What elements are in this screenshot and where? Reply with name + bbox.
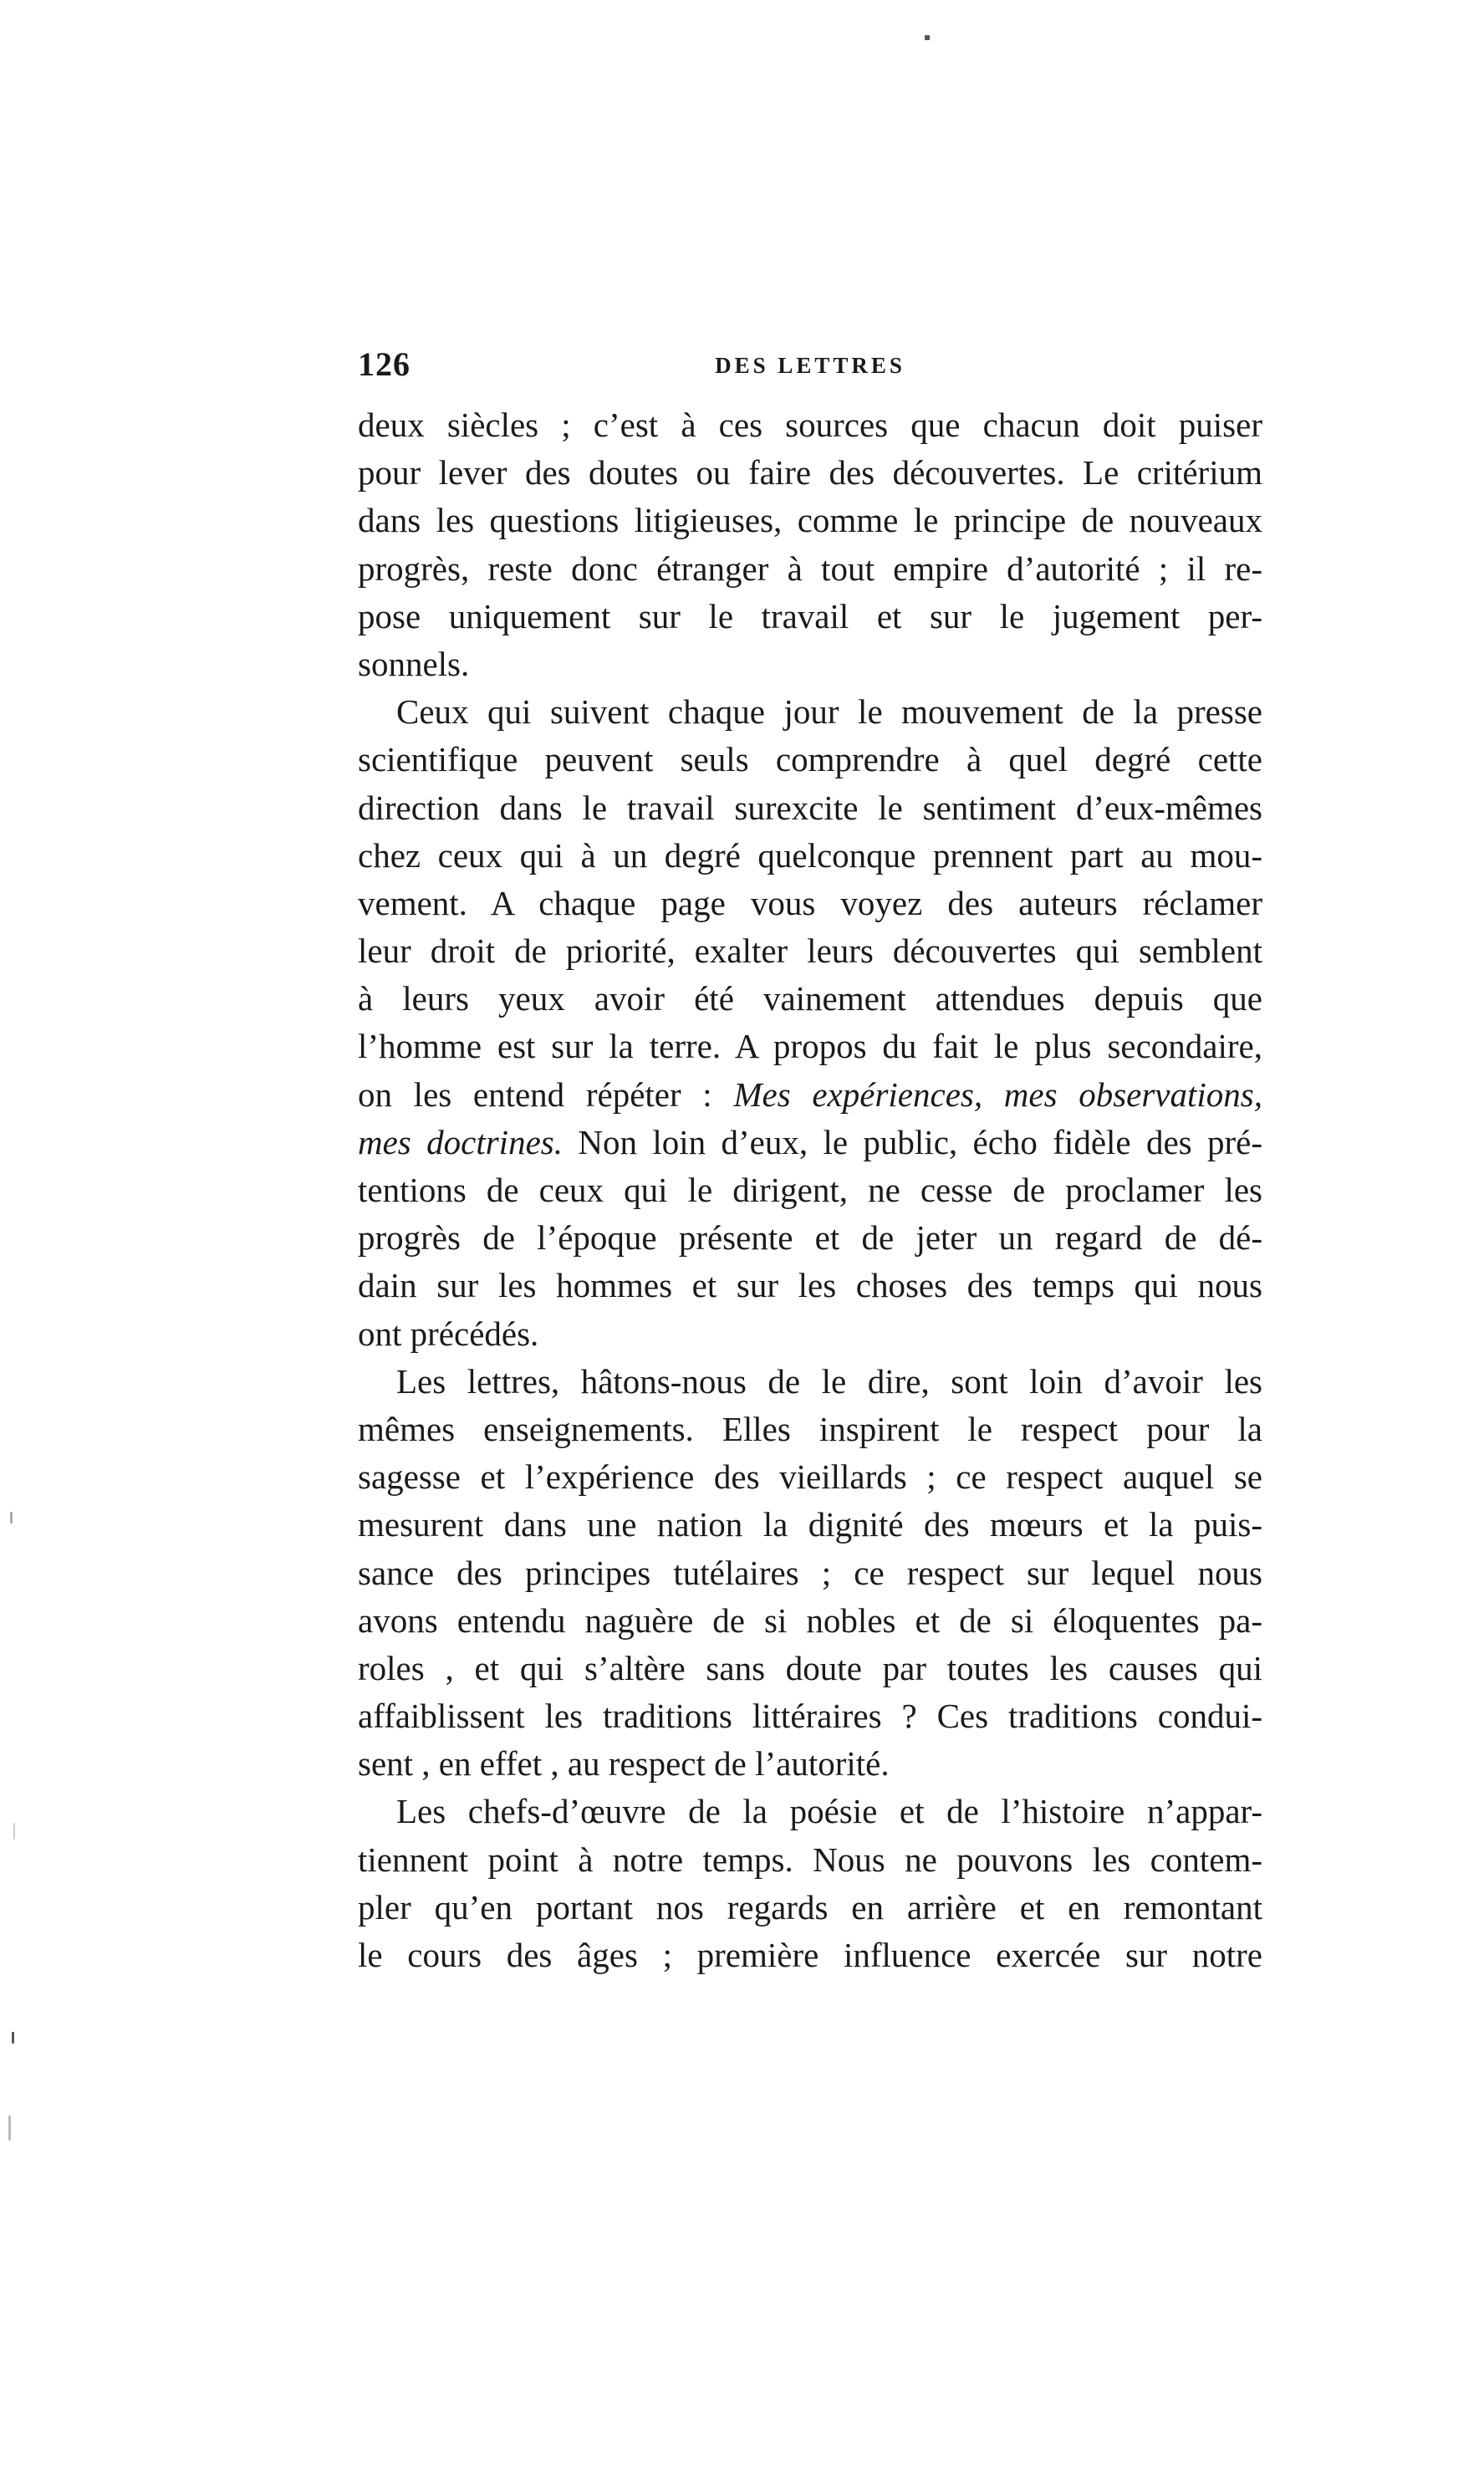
text-line: direction dans le travail surexcite le sentiment d’eux-mêmes <box>358 788 1262 827</box>
text-line: mêmes enseignements. Elles inspirent le respect pour la <box>358 1409 1262 1448</box>
text-line: ont précédés. <box>358 1314 539 1353</box>
scan-speck <box>13 1823 15 1840</box>
text-line: progrès, reste donc étranger à tout empire d’autorité ; il re- <box>358 549 1262 588</box>
scan-speck <box>10 1512 13 1523</box>
text-line: sent , en effet , au respect de l’autorité. <box>358 1744 890 1784</box>
text-line: avons entendu naguère de si nobles et de si éloquentes pa- <box>358 1600 1262 1640</box>
scan-speck <box>12 2032 14 2044</box>
paragraph-first-line: Les lettres, hâtons-nous de le dire, sont loin d’avoir les <box>396 1361 1262 1401</box>
text-line: dans les questions litigieuses, comme le principe de nouveaux <box>358 501 1262 540</box>
text-line: le cours des âges ; première influence exercée sur notre <box>358 1936 1262 1974</box>
body-text <box>358 401 1262 1979</box>
text-line: sance des principes tutélaires ; ce respect sur lequel nous <box>358 1553 1262 1592</box>
text-line: mesurent dans une nation la dignité des mœurs et la puis- <box>358 1505 1262 1544</box>
scan-speck <box>8 2115 11 2141</box>
text-line: affaiblissent les traditions littéraires ? Ces traditions condui- <box>358 1697 1262 1736</box>
scan-speck <box>925 35 930 40</box>
page-header <box>358 344 1262 395</box>
running-title: DES LETTRES <box>715 353 905 378</box>
text-line: à leurs yeux avoir été vainement attendues depuis que <box>358 979 1262 1018</box>
text-line: progrès de l’époque présente et de jeter un regard de dé- <box>358 1218 1262 1258</box>
italic-quote: Mes expériences, mes observations, <box>733 1074 1262 1114</box>
text-line: sagesse et l’expérience des vieillards ; ce respect auquel se <box>358 1457 1262 1497</box>
text-line: l’homme est sur la terre. A propos du fait le plus secondaire, <box>358 1027 1262 1066</box>
text-line: chez ceux qui à un degré quelconque prennent part au mou- <box>358 835 1262 875</box>
text-line: roles , et qui s’altère sans doute par toutes les causes qui <box>358 1648 1262 1687</box>
paragraph-first-line: Ceux qui suivent chaque jour le mouvement de la presse <box>396 692 1262 732</box>
page-number: 126 <box>358 345 411 383</box>
text-line: on les entend répéter : Mes expériences, mes observations, <box>358 1074 1262 1114</box>
text-line: vement. A chaque page vous voyez des auteurs réclamer <box>358 883 1262 922</box>
text-line: deux siècles ; c’est à ces sources que chacun doit puiser <box>358 406 1262 444</box>
text-line: scientifique peuvent seuls comprendre à quel degré cette <box>358 740 1262 779</box>
text-line: sonnels. <box>358 644 470 683</box>
text-line: pler qu’en portant nos regards en arrière et en remontant <box>358 1887 1262 1927</box>
paragraph-first-line: Les chefs-d’œuvre de la poésie et de l’histoire n’appar- <box>396 1792 1262 1831</box>
text-line: leur droit de priorité, exalter leurs découvertes qui semblent <box>358 931 1262 971</box>
text-line: dain sur les hommes et sur les choses des temps qui nous <box>358 1266 1262 1305</box>
text-line: pour lever des doutes ou faire des découvertes. Le critérium <box>358 453 1262 492</box>
text-line: tiennent point à notre temps. Nous ne pouvons les contem- <box>358 1840 1262 1879</box>
italic-quote: mes doctrines. <box>358 1122 563 1161</box>
text-line: mes doctrines. Non loin d’eux, le public, écho fidèle des pré- <box>358 1122 1262 1161</box>
text-line: pose uniquement sur le travail et sur le jugement per- <box>358 596 1262 635</box>
text-line: tentions de ceux qui le dirigent, ne cesse de proclamer les <box>358 1171 1262 1209</box>
